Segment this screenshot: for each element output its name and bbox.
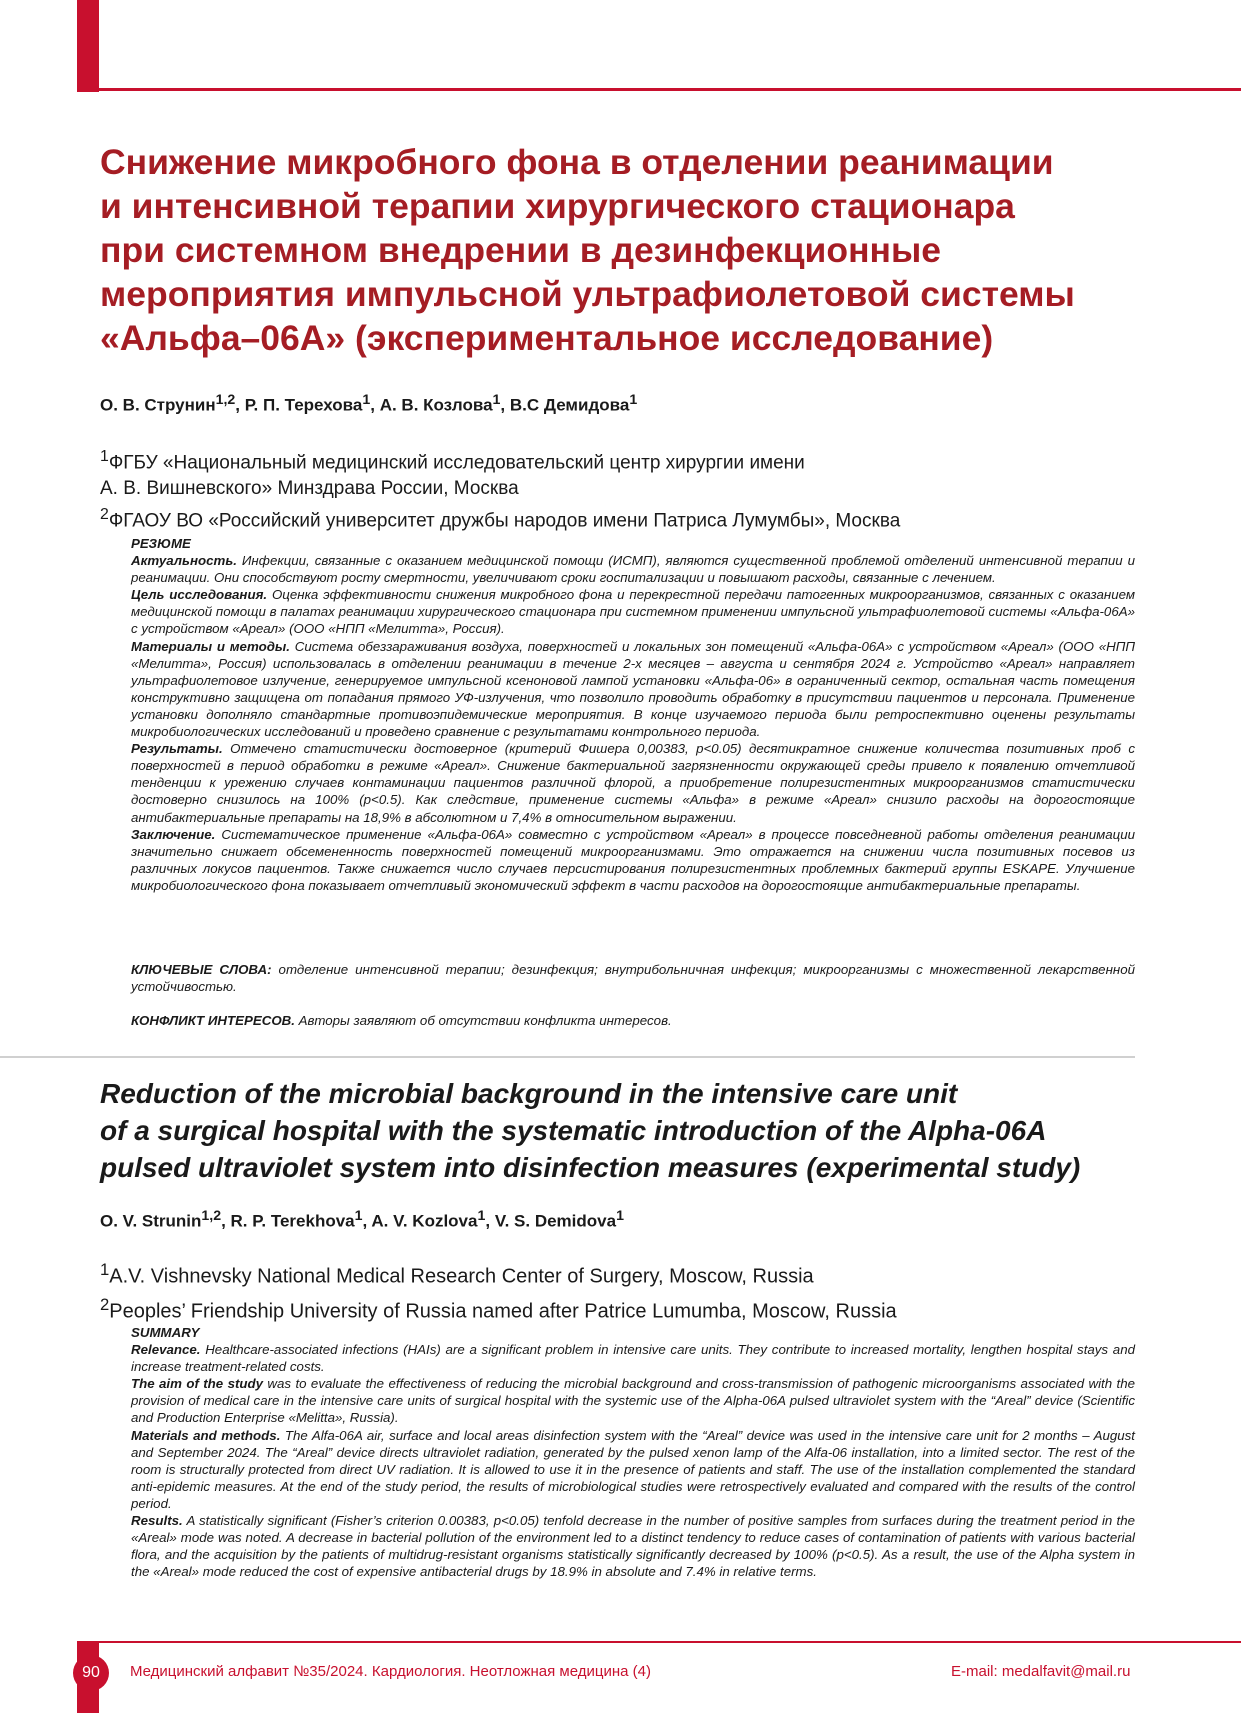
section-text: Healthcare-associated infections (HAIs) are a significant problem in intensive care units. They contribute to increased mortality, lengthen hospital stays and increase treatment-related costs. — [131, 1342, 1135, 1375]
affiliation-text: Peoples’ Friendship University of Russia named after Patrice Lumumba, Moscow, Russia — [109, 1300, 897, 1323]
abstract-section — [131, 1375, 1135, 1426]
affiliations-en — [100, 1256, 897, 1325]
author-name: В.С Демидова — [509, 395, 630, 415]
author-sup: 1,2 — [215, 392, 236, 408]
section-text: Оценка эффективности снижения микробного фона и перекрестной передачи патогенных микроорганизмов, связанных с оказанием медицинской помощи в палатах реанимации хирургического стационара при системном применении импульсной ультрафиолетовой системы «Альфа-06А» с устройством «Ареал» (ООО «НПП «Мелитта», Россия). — [131, 587, 1135, 637]
author-sup: 1 — [492, 392, 501, 408]
author-name: O. V. Strunin — [100, 1211, 202, 1231]
affiliation-text: ФГАОУ ВО «Российский университет дружбы народов имени Патриса Лумумбы», Москва — [108, 510, 901, 532]
abstract-section — [131, 586, 1135, 637]
affiliation-text: ФГБУ «Национальный медицинский исследовательский центр хирургии имени — [108, 452, 805, 474]
section-label: Relevance. — [131, 1342, 201, 1358]
section-divider — [0, 1056, 1135, 1058]
top-accent-line — [77, 88, 1241, 91]
abstract-heading: SUMMARY — [131, 1325, 200, 1340]
abstract-heading: РЕЗЮМЕ — [131, 536, 191, 551]
section-text: Систематическое применение «Альфа-06А» совместно с устройством «Ареал» в процессе повседневной работы отделения реанимации значительно снижает обсемененность поверхностей помещений микроорганизмами. Это отражается на снижении числа позитивных посевов из различных локусов пациентов. Также снижается число случаев персистирования полирезистентных проблемных бактерий группы ESKAPE. Улучшение микробиологического фона показывает отчетливый экономический эффект в части расходов на дорогостоящие антибактериальные препараты. — [131, 826, 1135, 893]
journal-citation: Медицинский алфавит №35/2024. Кардиология. Неотложная медицина (4) — [130, 1663, 651, 1680]
affiliations-ru — [100, 444, 900, 535]
section-label: Материалы и методы. — [131, 638, 290, 654]
affiliation-line — [100, 1291, 897, 1326]
article-title-ru — [100, 140, 1160, 360]
conflict-of-interest-ru — [131, 1013, 672, 1028]
authors-ru: О. В. Струнин$^{1,2}$, Р. П. Терехова$^1$, А. В. Козлова$^1$, В.С Демидова$^1$ — [100, 392, 638, 415]
affiliation-sup: 1 — [100, 448, 109, 465]
section-text: The Alfa-06A air, surface and local areas disinfection system with the “Areal” device was used in the intensive care unit for 2 months – August and September 2024. The “Areal” device directs ultraviolet radiation, generated by the pulsed xenon lamp of the Alfa-06 installation, into a limited sector. The rest of the room is structurally protected from direct UV radiation. It is allowed to use it in the presence of patients and staff. The use of the installation complemented the standard anti-epidemic measures. At the end of the study period, the results of microbiological studies were retrospectively evaluated and compared with the results of the control period. — [131, 1427, 1136, 1511]
abstract-section — [131, 552, 1135, 586]
abstract-section — [131, 740, 1135, 825]
abstract-ru — [131, 535, 1135, 894]
section-label: Заключение. — [131, 826, 216, 842]
title-ru-line: мероприятия импульсной ультрафиолетовой системы — [100, 274, 1075, 314]
author-name: A. V. Kozlova — [371, 1211, 478, 1231]
affiliation-line — [100, 1256, 897, 1291]
author-name: R. P. Terekhova — [230, 1211, 355, 1231]
author-sup: 1,2 — [201, 1208, 222, 1224]
authors-en: O. V. Strunin$^{1,2}$, R. P. Terekhova$^1$, A. V. Kozlova$^1$, V. S. Demidova$^1$ — [100, 1208, 624, 1231]
author-name: Р. П. Терехова — [244, 395, 363, 415]
section-label: Materials and methods. — [131, 1427, 281, 1443]
section-text: Инфекции, связанные с оказанием медицинской помощи (ИСМП), являются существенной проблемой отделений интенсивной терапии и реанимации. Они способствуют росту смертности, увеличивают сроки госпитализации и повышают расходы, связанные с лечением. — [131, 553, 1135, 586]
section-text: Система обеззараживания воздуха, поверхностей и локальных зон помещений «Альфа-06А» с устройством «Ареал» (ООО «НПП «Мелитта», Россия) использовалась в отделении реанимации в течение 2-х месяцев – августа и сентября 2024 г. Устройство «Ареал» направляет ультрафиолетовое излучение, генерируемое импульсной ксеноновой лампой установки «Альфа-06» в ограниченный сектор, остальная часть помещения конструктивно защищена от попадания прямого УФ-излучения, что позволило проводить обработку в присутствии пациентов и персонала. Применение установки дополняло стандартные противоэпидемические мероприятия. В конце изучаемого периода были ретроспективно оценены результаты микробиологических исследований и проведено сравнение с результатами контрольного периода. — [131, 638, 1135, 740]
affiliation-sup: 1 — [100, 1260, 110, 1279]
page-number: 90 — [73, 1655, 109, 1691]
keywords-text: отделение интенсивной терапии; дезинфекция; внутрибольничная инфекция; микроорганизмы с множественной лекарственной устойчивостью. — [131, 962, 1135, 995]
article-title-en — [100, 1075, 1080, 1186]
conflict-label: КОНФЛИКТ ИНТЕРЕСОВ. — [131, 1013, 295, 1028]
author-sup: 1 — [362, 392, 371, 408]
title-en-line: of a surgical hospital with the systematic introduction of the Alpha-06A — [100, 1115, 1047, 1146]
affiliation-sup: 2 — [100, 506, 109, 524]
abstract-section — [131, 826, 1135, 894]
contact-email[interactable]: E-mail: medalfavit@mail.ru — [951, 1663, 1131, 1680]
title-en-line: pulsed ultraviolet system into disinfection measures (experimental study) — [100, 1152, 1081, 1183]
title-ru-line: и интенсивной терапии хирургического стационара — [100, 186, 1015, 226]
section-label: Актуальность. — [131, 553, 237, 569]
top-accent-bar — [77, 0, 99, 92]
author-sup: 1 — [477, 1208, 486, 1224]
affiliation-line — [100, 476, 900, 502]
author-name: А. В. Козлова — [379, 395, 493, 415]
section-label: Results. — [131, 1513, 183, 1529]
section-label: The aim of the study — [131, 1376, 264, 1392]
section-label: Цель исследования. — [131, 587, 268, 603]
section-text: Отмечено статистически достоверное (критерий Фишера 0,00383, p<0.05) десятикратное снижение количества позитивных проб с поверхностей в период обработки в режиме «Ареал». Снижение бактериальной загрязненности окружающей среды привело к появлению отчетливой тенденции к урежению случаев контаминации пациентов различной флорой, а приобретение полирезистентных микроорганизмов статистически достоверно снизилось на 100% (p<0.5). Как следствие, применение системы «Альфа» в режиме «Ареал» снизило расходы на дорогостоящие антибактериальные препараты на 18,9% в абсолютном и 7,4% в относительном выражении. — [131, 741, 1135, 825]
author-sup: 1 — [629, 392, 638, 408]
affiliation-sup: 2 — [100, 1294, 110, 1314]
section-text: was to evaluate the effectiveness of reducing the microbial background and cross-transmission of pathogenic microorganisms associated with the provision of medical care in the intensive care units of surgical hospital with the systemic use of the Alpha-06A pulsed ultraviolet system with the “Areal” device (Scientific and Production Enterprise «Melitta», Russia). — [131, 1376, 1135, 1426]
section-label: Результаты. — [131, 741, 223, 757]
abstract-en — [131, 1324, 1135, 1580]
section-text: A statistically significant (Fisher’s criterion 0.00383, p<0.05) tenfold decrease in the number of positive samples from surfaces during the treatment period in the «Areal» mode was noted. A decrease in bacterial pollution of the environment led to a distinct tendency to reduce cases of contamination of patients with various bacterial flora, and the acquisition by the patients of multidrug-resistant organisms statistically significantly decreased by 100% (p<0.5). As a result, the use of the Alpha system in the «Areal» mode reduced the cost of expensive antibacterial drugs by 18.9% in absolute and 7.4% in relative terms. — [131, 1513, 1135, 1580]
title-en-line: Reduction of the microbial background in the intensive care unit — [100, 1078, 958, 1109]
keywords-label: КЛЮЧЕВЫЕ СЛОВА: — [131, 962, 272, 977]
abstract-section — [131, 638, 1135, 741]
affiliation-line — [100, 502, 900, 534]
author-name: V. S. Demidova — [494, 1211, 617, 1231]
title-ru-line: Снижение микробного фона в отделении реанимации — [100, 142, 1054, 182]
title-ru-line: при системном внедрении в дезинфекционные — [100, 230, 942, 270]
abstract-section — [131, 1427, 1135, 1512]
abstract-section — [131, 1341, 1135, 1375]
conflict-text: Авторы заявляют об отсутствии конфликта интересов. — [294, 1013, 672, 1028]
abstract-section — [131, 1512, 1135, 1580]
footer-accent-line — [77, 1641, 1241, 1643]
title-ru-line: «Альфа–06А» (экспериментальное исследование) — [100, 318, 994, 358]
affiliation-text: А. В. Вишневского» Минздрава России, Москва — [100, 478, 519, 500]
author-name: О. В. Струнин — [100, 395, 216, 415]
affiliation-text: A.V. Vishnevsky National Medical Research Center of Surgery, Moscow, Russia — [109, 1265, 814, 1288]
author-sup: 1 — [616, 1208, 624, 1224]
affiliation-line — [100, 444, 900, 476]
author-sup: 1 — [354, 1208, 363, 1224]
keywords-ru — [131, 961, 1135, 995]
